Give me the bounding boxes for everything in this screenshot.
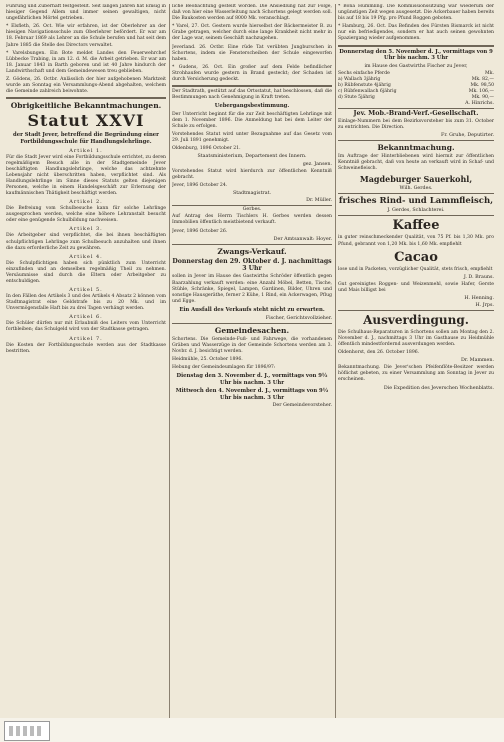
news-paragraph: Z. Gödens, 26. Octbr. Anlässlich der hier aufgehobenen Marktzeit wurde am Sonntag ein Versammlungs-Abend abgehalten, welchem die Gemeinde zahlreich beiwohnte.: [6, 77, 166, 95]
approval-text: Vorstehendes Statut wird unter Bezugnahme auf das Gesetz vom 29. Juli 1891 genehmigt.: [172, 132, 332, 144]
auction-item: Sechs einfache Pferde Mk.: [338, 70, 494, 76]
divider: [172, 244, 332, 245]
forced-sale-heading: Zwangs-Verkauf.: [217, 246, 287, 256]
divider: [338, 193, 494, 194]
coffee-ad-text: in guter reinschmeckender Qualität, von 75 Pf. bis 1,30 Mk. pro Pfund, gebrannt von 1,20 Mk. bis 1,60 Mk. empfiehlt: [338, 235, 494, 247]
article-label: Artikel 2.: [69, 199, 103, 206]
news-paragraph: * Varel, 27. Oct. Gestern wurde hierselbst der Bäckermeister B. zu Grabe getragen, welcher durch eine lange Krankheit nicht mehr in der Lage war, seinem Geschäft nachzugehen.: [172, 24, 332, 42]
scan-footer: [0, 718, 504, 742]
article-text: Die Befreiung vom Schulbesuche kann für solche Lehrlinge ausgesprochen werden, welche eine höhere Lehranstalt besucht oder eine genügende Schulbildung nachweisen.: [6, 206, 166, 224]
divider: [172, 205, 332, 206]
transition-text: Der Unterricht beginnt für die zur Zeit beschäftigten Lehrlinge mit dem 1. November 1896. Die Anmeldung hat bei dem Leiter der Schule zu erfolgen.: [172, 111, 332, 130]
divider: [338, 140, 494, 141]
statute-closing: Der Stadtrath, gestützt auf das Ortsstatut, hat beschlossen, daß die Bestimmungen nach Genehmigung in Kraft treten.: [172, 89, 332, 101]
article-text: In den Fällen des Artikels 3 und des Artikels 4 Absatz 2 können vom Stadtmagistrat eine Geldstrafe bis zu 20 Mk. und im Unvermögensfalle Haft bis zu drei Tagen verhängt werden.: [6, 294, 166, 312]
coffee-ad-heading: Kaffee: [392, 218, 440, 234]
publication-text: Vorstehendes Statut wird hierdurch zur öffentlichen Kenntniß gebracht.: [172, 168, 332, 180]
approval-place-date: Oldenburg, 1896 October 21.: [172, 146, 241, 152]
article-label: Artikel 1.: [69, 147, 103, 154]
signature: Dr. Mammen.: [461, 358, 494, 364]
factory-ad-sub: Wilh. Gerdes.: [399, 186, 433, 192]
news-paragraph: * Elsfleth, 26. Oct. Wie wir erfahren, ist der Oberlehrer an der hiesigen Navigationsschule zum Oberlehrer befördert. Er war am 18. Februar 1869 als Lehrer an die Schule berufen und hat seit dem Jahre 1885 die Stelle des Directors verwaltet.: [6, 24, 166, 48]
article-text: Die Kosten der Fortbildungsschule werden aus der Stadtkasse bestritten.: [6, 342, 166, 354]
auction-item: a) Wallach 3jährig Mk. 82,—: [338, 76, 494, 82]
signature: Der Amtsanwalt: Hoyer.: [273, 236, 332, 242]
article-label: Artikel 7.: [69, 335, 103, 342]
auction-subtitle: im Hause des Gastwirths Fischer zu Jever,: [364, 63, 468, 69]
article-text: Die Arbeitgeber sind verpflichtet, die bei ihnen beschäftigten schulpflichtigen Lehrlinge zum Schulbesuch anzuhalten und ihnen die dazu erforderliche Zeit zu gewähren.: [6, 233, 166, 251]
statute-subtitle: der Stadt Jever, betreffend die Begründung einer Fortbildungsschule für Handlungslehrlinge.: [13, 132, 159, 145]
signature: gez. Jansen.: [302, 161, 332, 167]
forced-sale-date: Donnerstag den 29. Oktober d. J. nachmittags 3 Uhr: [172, 257, 332, 273]
municipal-text: Schortens. Die Gemeinde-Fuß- und Fahrwege, die vorhandenen Gräben und Wasserzüge in der Gemeinde Schortens werden am 3. Novbr. d. J. besichtigt werden.: [172, 336, 332, 354]
auction-title: Donnerstag den 5. November d. J., vormittags von 9 Uhr bis nachm. 3 Uhr: [339, 48, 493, 62]
auction-item: c) Rübfenwallach 6jährig Mk. 106,—: [338, 88, 494, 94]
auction-item: d) Stute 5jährig Mk. 90,—: [338, 94, 494, 100]
magistrate-name: Stadtmagistrat.: [232, 190, 272, 196]
notice-name: Gerbes.: [242, 207, 262, 213]
article-text: Die Schulpflichtigen haben sich pünktlich zum Unterricht einzufinden und an demselben regelmäßig Theil zu nehmen. Versäumnisse sind durch die Eltern oder Arbeitgeber zu entschuldigen.: [6, 260, 166, 284]
library-logo-icon: [4, 721, 50, 741]
column-divider: [335, 4, 336, 718]
auction-note: Auf Antrag des Herrn Tischlers H. Gerbes werden dessen Immobilien öffentlich meistbietend verkauft.: [172, 214, 332, 226]
column-1: [6, 4, 166, 718]
divider: [338, 310, 494, 311]
transition-heading: Uebergangsbestimmung.: [214, 103, 290, 110]
divider: [338, 215, 494, 216]
news-paragraph: Jeverland. 26. Octbr. Eine rüde Tat verübten Jungburschen in Schortens, indem sie Fensterscheiben der Schule eingeworfen haben.: [172, 44, 332, 62]
municipal-heading: Gemeindesachen.: [214, 325, 290, 335]
tender-text-2: Bekanntmachung. Die Jever'schen Pfeifenflöte-Besitzer werden höflichst gebeten, zu einer Versammlung am Sonntag in Jever zu erscheinen.: [338, 365, 494, 383]
article-label: Artikel 6.: [69, 314, 103, 321]
article-text: Die Schüler dürfen nur mit Erlaubniß des Leiters vom Unterricht fortbleiben; das Schulgeld wird von der Stadtkasse getragen.: [6, 321, 166, 333]
section-divider: [6, 97, 166, 99]
announcement-heading: Bekanntmachung.: [377, 142, 455, 152]
statute-title: Statut XXVI: [27, 111, 145, 131]
column-2: [172, 4, 332, 718]
cacao-ad-heading: Cacao: [394, 249, 438, 265]
grain-ad-text: Gut gereinigtes Roggen- und Weizenmehl, sowie Hafer, Gerste und Mais billigst bei: [338, 281, 494, 293]
signature: H. Henning.: [464, 295, 494, 301]
signature: Dr. Müller.: [306, 198, 332, 204]
signature: A. Hinrichs.: [465, 100, 494, 106]
article-text: Für die Stadt Jever wird eine Fortbildungsschule errichtet, zu deren regelmäßigem Besuch alle in der Stadtgemeinde Jever beschäftigten Handlungslehrlinge, welche das achtzehnte Lebensjahr nicht überschritten haben, verpflichtet sind. Als Handlungslehrlinge im Sinne dieses Statuts gelten diejenigen Personen, welche in einem Handelsgeschäft zur Erlernung der kaufmännischen Thätigkeit beschäftigt werden.: [6, 154, 166, 197]
municipal-date: Heidmühle, 25. October 1896.: [172, 356, 243, 362]
publication-date: Jever, 1896 October 24.: [172, 182, 228, 188]
auction-item: b) Rübfenstute 4jährig Mk. 98,50: [338, 82, 494, 88]
column-divider: [169, 4, 170, 718]
forced-sale-text: sollen in Jever im Hause des Gastwirths Schröder öffentlich gegen Baarzahlung verkauft werden: eine Anzahl Möbel, Betten, Tische, Stühle, Schränke, Spiegel, Lampen, Gardinen, Bilder, Uhren und sonstige Hausgeräthe, ferner 2 Kühe, 1 Rind, ein Ackerwagen, Pflug und Egge.: [172, 274, 332, 304]
cacao-ad-text: lose und in Packeten, vorzüglicher Qualität, stets frisch, empfiehlt: [338, 266, 493, 272]
signature: Fr. Gruhe, Deputirter.: [441, 132, 494, 138]
tender-text: Die Schulhaus-Reparaturen in Schortens sollen am Montag den 2. November d. J., nachmittags 3 Uhr im Gasthause zu Heidmühle öffentlich mindestfordernd ausverdungen werden.: [338, 329, 494, 348]
divider: [338, 108, 494, 109]
signature: H. Jrps.: [475, 302, 494, 308]
news-paragraph: * Hamburg, 26. Oct. Das Befinden des Fürsten Bismarck ist nicht nur ein befriedigendes, sondern er hat auch seinen gewohnten Spaziergang wieder aufgenommen.: [338, 24, 494, 42]
society-name: Jev. Mob.-Brand-Verf.-Gesellschaft.: [353, 108, 479, 117]
news-paragraph: Fuhrung und Zuberhaft festgestellt. Seit langen Jahren hat Emsig in hiesiger Gegend Allem und immer seinen gewaltigen, nicht ungefährlichen Mörtel getrieben.: [6, 4, 166, 22]
divider: [172, 323, 332, 324]
ministry-name: Staatsministerium, Departement des Innern.: [197, 154, 307, 160]
signature: Der Gemeindevorsteher.: [272, 403, 332, 409]
tax-heading: Hebung der Gemeindeumlagen für 1896/97:: [172, 364, 276, 370]
article-label: Artikel 4.: [69, 253, 103, 260]
announcement-text: Im Auftrage der Hinterbliebenen wird hiermit zur öffentlichen Kenntniß gebracht, daß von heute an verkauft wird in Schaf- und Schweinefleisch.: [338, 153, 494, 171]
tender-heading: Ausverdingung.: [363, 312, 469, 327]
news-paragraph: * Gudens, 26. Oct. Ein großer auf dem Felde befindlicher Strohhaufen wurde gestern in Brand gesteckt; der Schaden ist durch Versicherung gedeckt.: [172, 64, 332, 83]
notice-date: Jever, 1896 October 26.: [172, 228, 228, 234]
signature: Fischer, Gerichtsvollzieher.: [265, 315, 332, 321]
tax-line: Dienstag den 3. November d. J., vormittags von 9½ Uhr bis nachm. 3 Uhr: [176, 372, 328, 386]
column-3: [338, 4, 494, 718]
article-label: Artikel 3.: [69, 226, 103, 233]
notice-section-title: Obrigkeitliche Bekanntmachungen.: [10, 101, 162, 111]
forced-sale-note: Ein Ausfall des Verkaufs steht nicht zu erwarten.: [179, 306, 325, 313]
article-label: Artikel 5.: [69, 287, 103, 294]
fresh-meat-ad: frisches Rind- und Lammfleisch,: [338, 196, 494, 207]
section-divider: [172, 85, 332, 87]
tender-date: Oldenhorst, den 26. October 1896.: [338, 350, 420, 356]
section-divider: [338, 45, 494, 47]
expedition-line: Die Expedition des Jeverschen Wochenblatts.: [383, 385, 494, 391]
fresh-meat-sub: J. Gerdes, Schlachterei.: [387, 208, 445, 214]
tax-line: Mittwoch den 4. November d. J., vormittags von 9½ Uhr bis nachm. 3 Uhr: [175, 388, 329, 401]
news-paragraph: * Bona Hümmling. Die Kommissionssitzung war wiederum der ungünstigen Zeit wegen ausgesetzt. Die Ackerbauer haben bereits bis auf 18 bis 19 Pfg. pro Pfund Roggen geboten.: [338, 4, 494, 22]
newspaper-page: [6, 4, 494, 718]
news-paragraph: liche Beobachtung gestellt worden. Die Ansiedlung hat zur Folge, daß von hier eine Wasserleitung nach Schortens gelegt werden soll. Die Baukosten werden auf 8000 Mk. veranschlagt.: [172, 4, 332, 22]
news-paragraph: * Varelsbungen. Ein Bote meldet Landes den Feuerwehrchef Lübbecke Trabing, in am 12. d. M. die Arbeit getrieben. Er war am 18. Januar 1843 in Barth geboren und ist 40 Jahre hindurch der Landwirthschaft und dem Gemeindewesen treu geblieben.: [6, 50, 166, 74]
society-text: Einlage-Nummern bei dem Bezirksvorsteher bis zum 31. October zu entrichten. Die Direction.: [338, 118, 494, 130]
signature: J. D. Brauns.: [463, 274, 494, 280]
factory-ad: Magdeburger Sauerkohl,: [359, 174, 473, 185]
